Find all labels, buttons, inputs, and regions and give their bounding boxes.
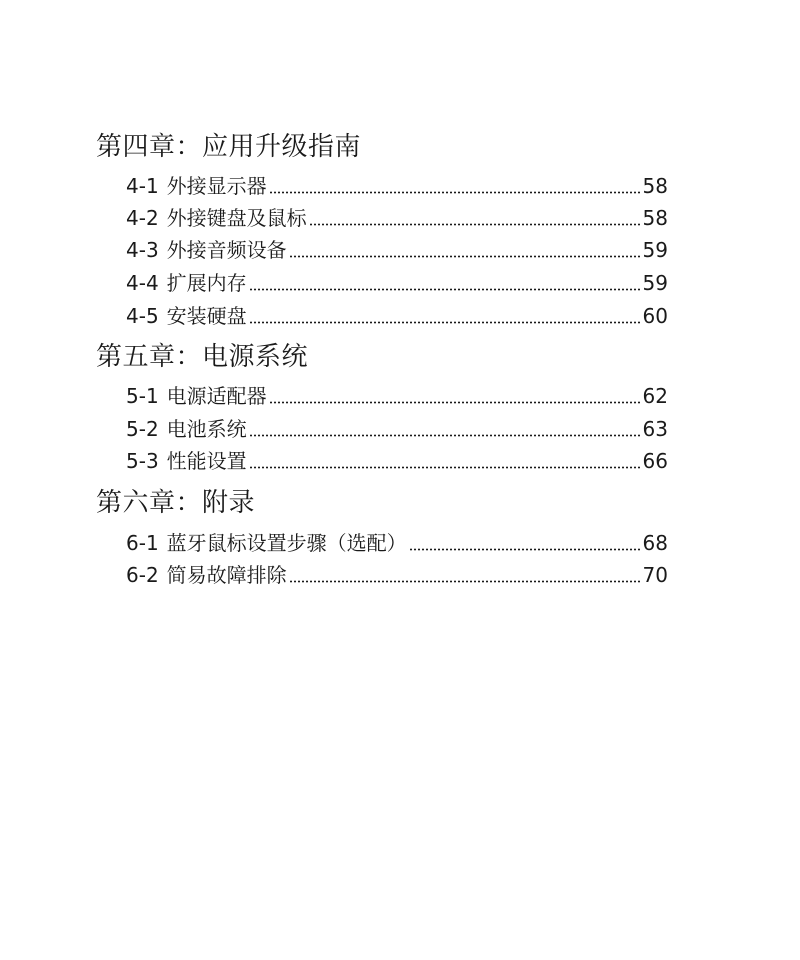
- entry-page-number: 62: [642, 384, 668, 408]
- entry-title: 外接音频设备: [166, 238, 287, 262]
- entry-title: 外接显示器: [166, 174, 267, 198]
- dot-leader: [409, 548, 641, 551]
- dot-leader: [249, 466, 641, 469]
- dot-leader: [269, 401, 641, 404]
- toc-entry[interactable]: [126, 302, 668, 330]
- toc-entry[interactable]: [126, 269, 668, 297]
- entry-page-number: 59: [642, 238, 668, 262]
- toc-entry[interactable]: [126, 415, 668, 443]
- dot-leader: [249, 434, 641, 437]
- dot-leader: [249, 321, 641, 324]
- entry-title: 电源适配器: [166, 384, 267, 408]
- chapter-title: 第六章：附录: [96, 488, 256, 518]
- toc-entry[interactable]: [126, 172, 668, 200]
- entry-page-number: 68: [642, 531, 668, 555]
- dot-leader: [249, 288, 641, 291]
- toc-entry[interactable]: [126, 561, 668, 589]
- toc-entry[interactable]: [126, 529, 668, 557]
- entry-number: 5-3: [126, 449, 159, 473]
- entry-page-number: 59: [642, 271, 668, 295]
- entry-number: 4-2: [126, 206, 159, 230]
- entry-page-number: 60: [642, 304, 668, 328]
- chapter-title: 第四章：应用升级指南: [96, 132, 362, 162]
- toc-entry[interactable]: [126, 204, 668, 232]
- chapter-title: 第五章：电源系统: [96, 342, 309, 372]
- entry-number: 4-3: [126, 238, 159, 262]
- dot-leader: [289, 580, 641, 583]
- entry-number: 4-1: [126, 174, 159, 198]
- entry-page-number: 63: [642, 417, 668, 441]
- entry-number: 5-2: [126, 417, 159, 441]
- entry-number: 4-4: [126, 271, 159, 295]
- entry-title: 简易故障排除: [166, 563, 287, 587]
- entry-page-number: 58: [642, 174, 668, 198]
- entry-title: 蓝牙鼠标设置步骤（选配）: [166, 531, 407, 555]
- dot-leader: [269, 191, 641, 194]
- entry-number: 6-1: [126, 531, 159, 555]
- entry-page-number: 58: [642, 206, 668, 230]
- entry-title: 扩展内存: [166, 271, 247, 295]
- toc-entry[interactable]: [126, 382, 668, 410]
- dot-leader: [309, 223, 641, 226]
- entry-title: 电池系统: [166, 417, 247, 441]
- entry-number: 6-2: [126, 563, 159, 587]
- entry-title: 安装硬盘: [166, 304, 247, 328]
- entry-title: 外接键盘及鼠标: [166, 206, 307, 230]
- entry-title: 性能设置: [166, 449, 247, 473]
- entry-number: 5-1: [126, 384, 159, 408]
- toc-entry[interactable]: [126, 236, 668, 264]
- entry-number: 4-5: [126, 304, 159, 328]
- entry-page-number: 66: [642, 449, 668, 473]
- toc-entry[interactable]: [126, 447, 668, 475]
- dot-leader: [289, 255, 641, 258]
- entry-page-number: 70: [642, 563, 668, 587]
